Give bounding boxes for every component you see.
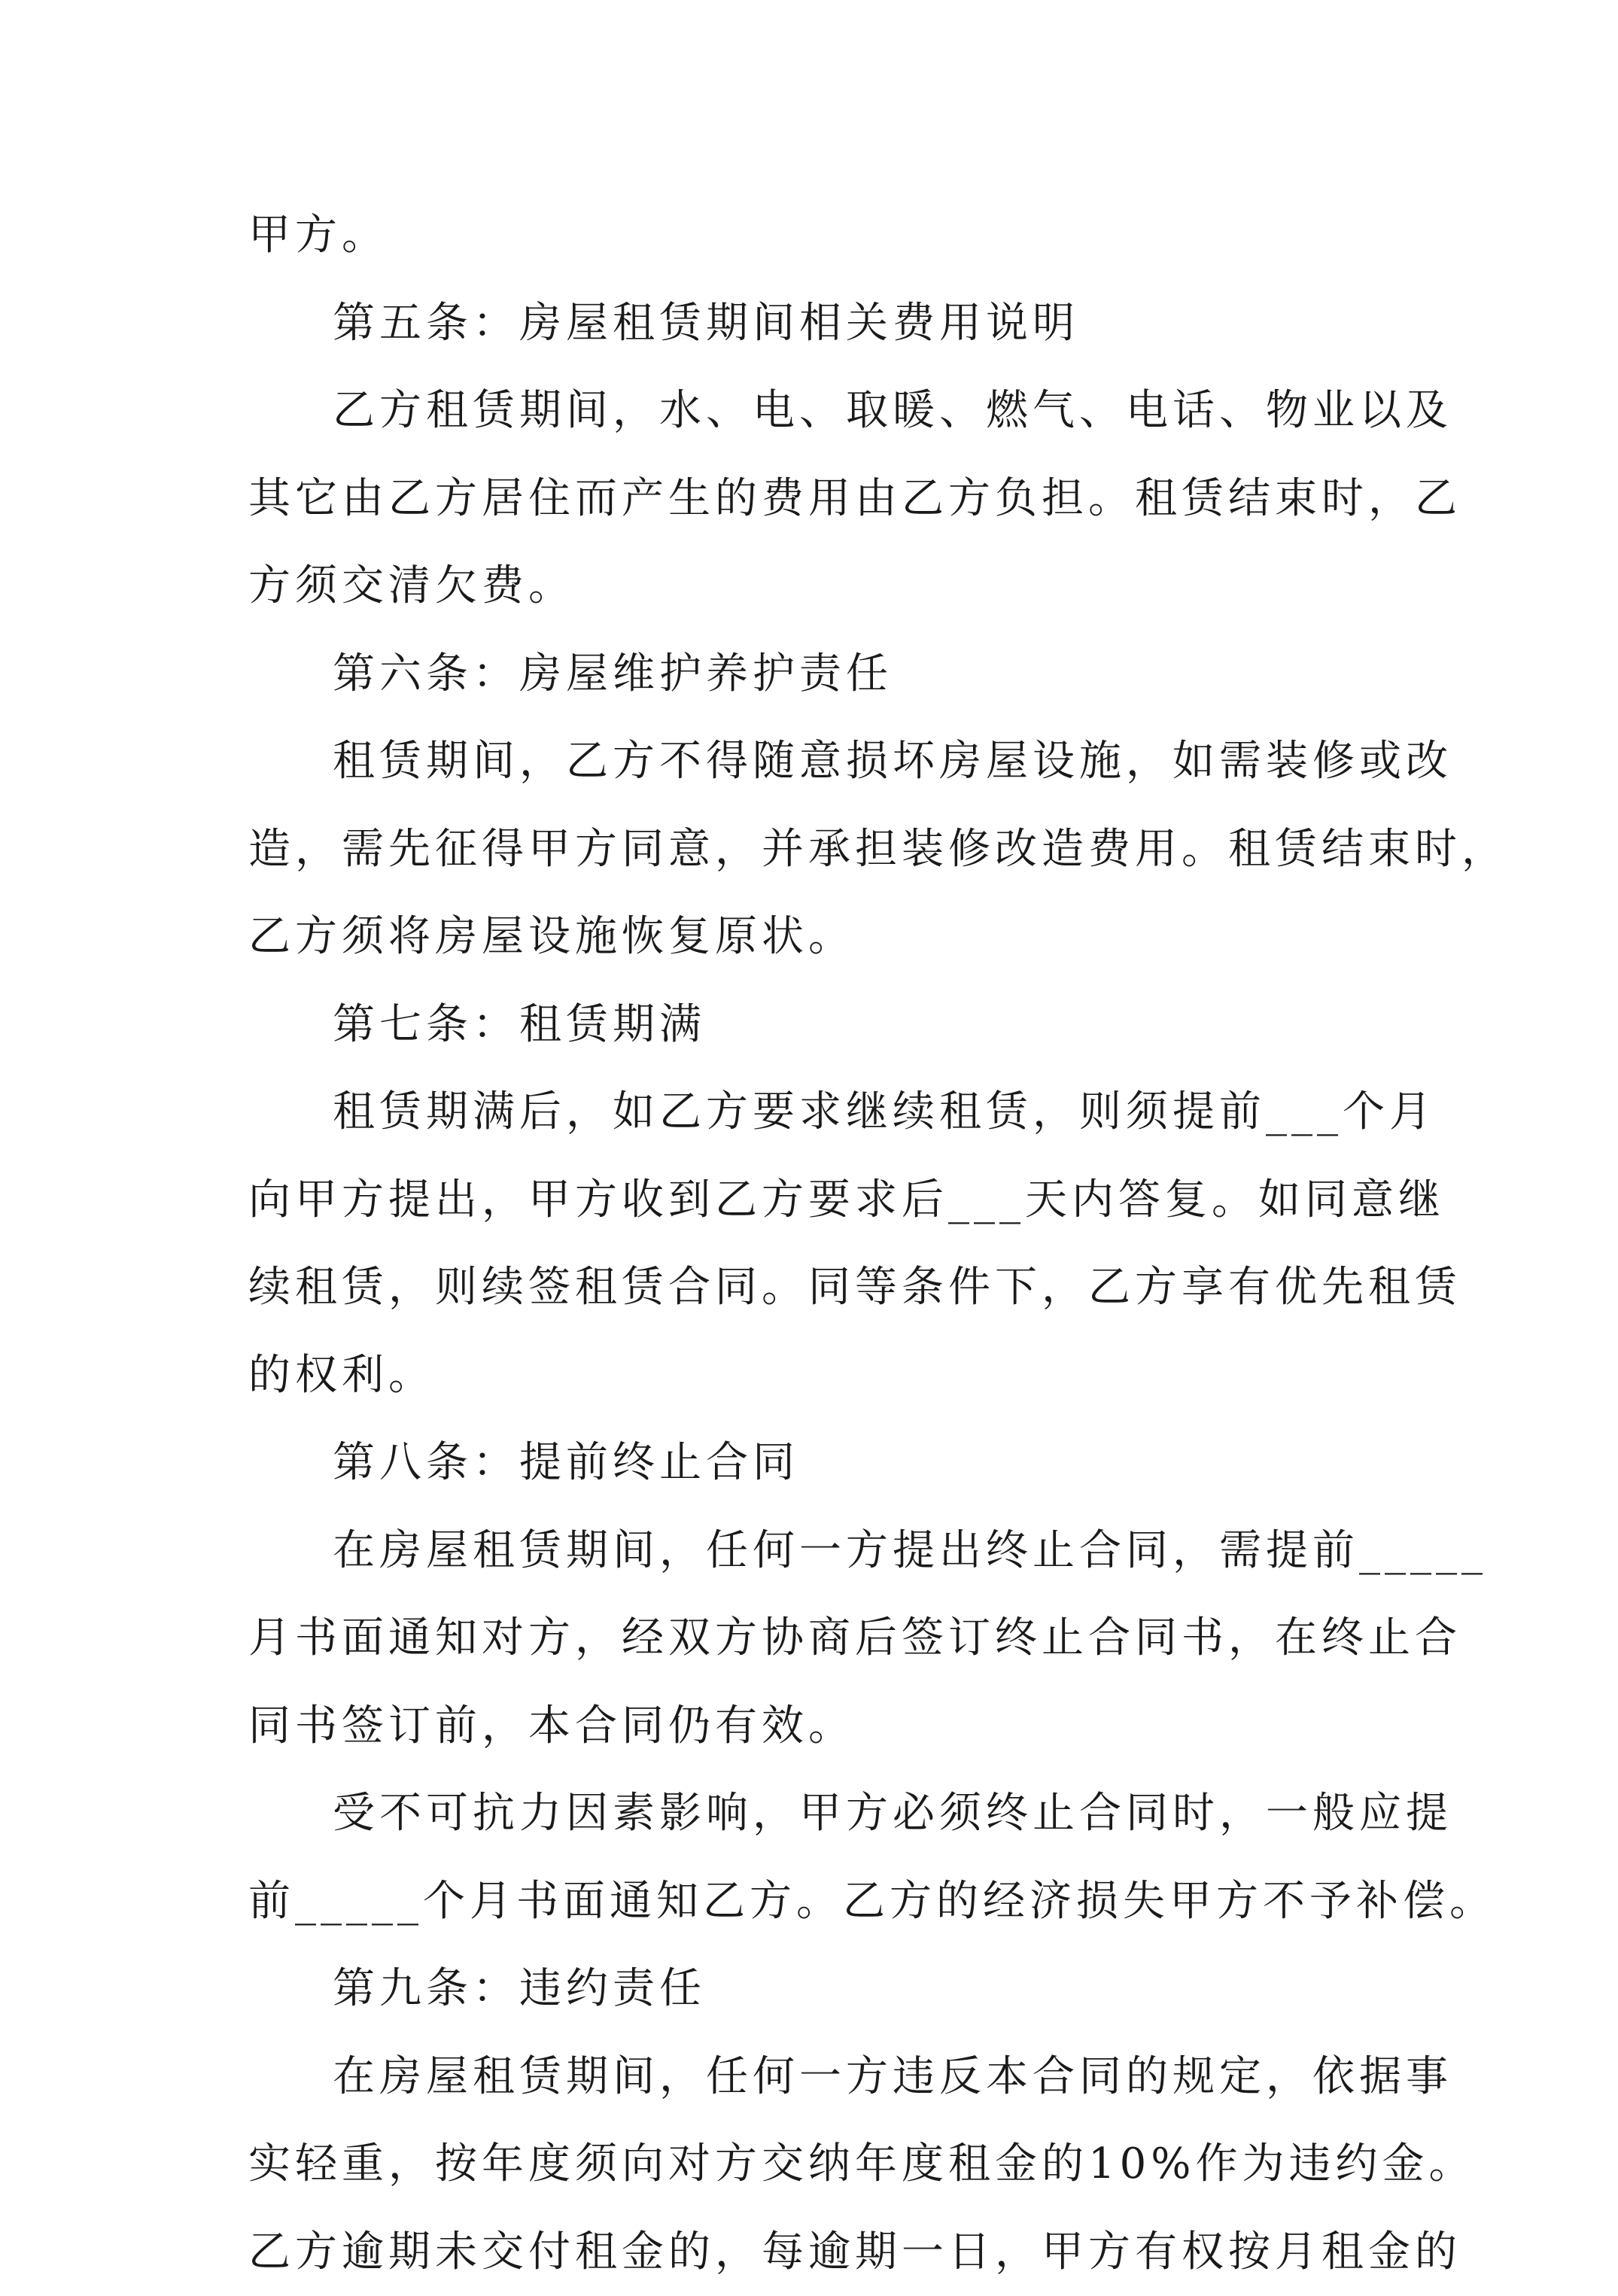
paragraph-line: 造，需先征得甲方同意，并承担装修改造费用。租赁结束时， bbox=[248, 806, 1385, 894]
document-body bbox=[248, 192, 1385, 2296]
paragraph-line: 租赁期满后，如乙方要求继续租赁，则须提前___个月 bbox=[248, 1069, 1385, 1157]
paragraph-line: 实轻重，按年度须向对方交纳年度租金的10%作为违约金。 bbox=[248, 2121, 1385, 2209]
paragraph-line: 向甲方提出，甲方收到乙方要求后___天内答复。如同意继 bbox=[248, 1157, 1385, 1245]
article-heading-7: 第七条：租赁期满 bbox=[248, 981, 1385, 1069]
paragraph-line: 受不可抗力因素影响，甲方必须终止合同时，一般应提 bbox=[248, 1770, 1385, 1858]
article-heading-5: 第五条：房屋租赁期间相关费用说明 bbox=[248, 280, 1385, 368]
paragraph-line: 乙方租赁期间，水、电、取暖、燃气、电话、物业以及 bbox=[248, 367, 1385, 455]
paragraph-line: 乙方逾期未交付租金的，每逾期一日，甲方有权按月租金的 bbox=[248, 2209, 1385, 2296]
paragraph-line: 租赁期间，乙方不得随意损坏房屋设施，如需装修或改 bbox=[248, 718, 1385, 806]
paragraph-line: 前_____个月书面通知乙方。乙方的经济损失甲方不予补偿。 bbox=[248, 1858, 1385, 1946]
paragraph-line: 续租赁，则续签租赁合同。同等条件下，乙方享有优先租赁 bbox=[248, 1244, 1385, 1332]
paragraph-line: 其它由乙方居住而产生的费用由乙方负担。租赁结束时，乙 bbox=[248, 455, 1385, 543]
article-heading-8: 第八条：提前终止合同 bbox=[248, 1419, 1385, 1507]
paragraph-line: 甲方。 bbox=[248, 192, 1385, 280]
article-heading-6: 第六条：房屋维护养护责任 bbox=[248, 631, 1385, 719]
paragraph-line: 方须交清欠费。 bbox=[248, 543, 1385, 631]
paragraph-line: 的权利。 bbox=[248, 1332, 1385, 1420]
paragraph-line: 同书签订前，本合同仍有效。 bbox=[248, 1683, 1385, 1771]
paragraph-line: 在房屋租赁期间，任何一方违反本合同的规定，依据事 bbox=[248, 2033, 1385, 2121]
paragraph-line: 月书面通知对方，经双方协商后签订终止合同书，在终止合 bbox=[248, 1595, 1385, 1683]
paragraph-line: 在房屋租赁期间，任何一方提出终止合同，需提前_____ bbox=[248, 1507, 1385, 1595]
paragraph-line: 乙方须将房屋设施恢复原状。 bbox=[248, 893, 1385, 981]
article-heading-9: 第九条：违约责任 bbox=[248, 1945, 1385, 2033]
